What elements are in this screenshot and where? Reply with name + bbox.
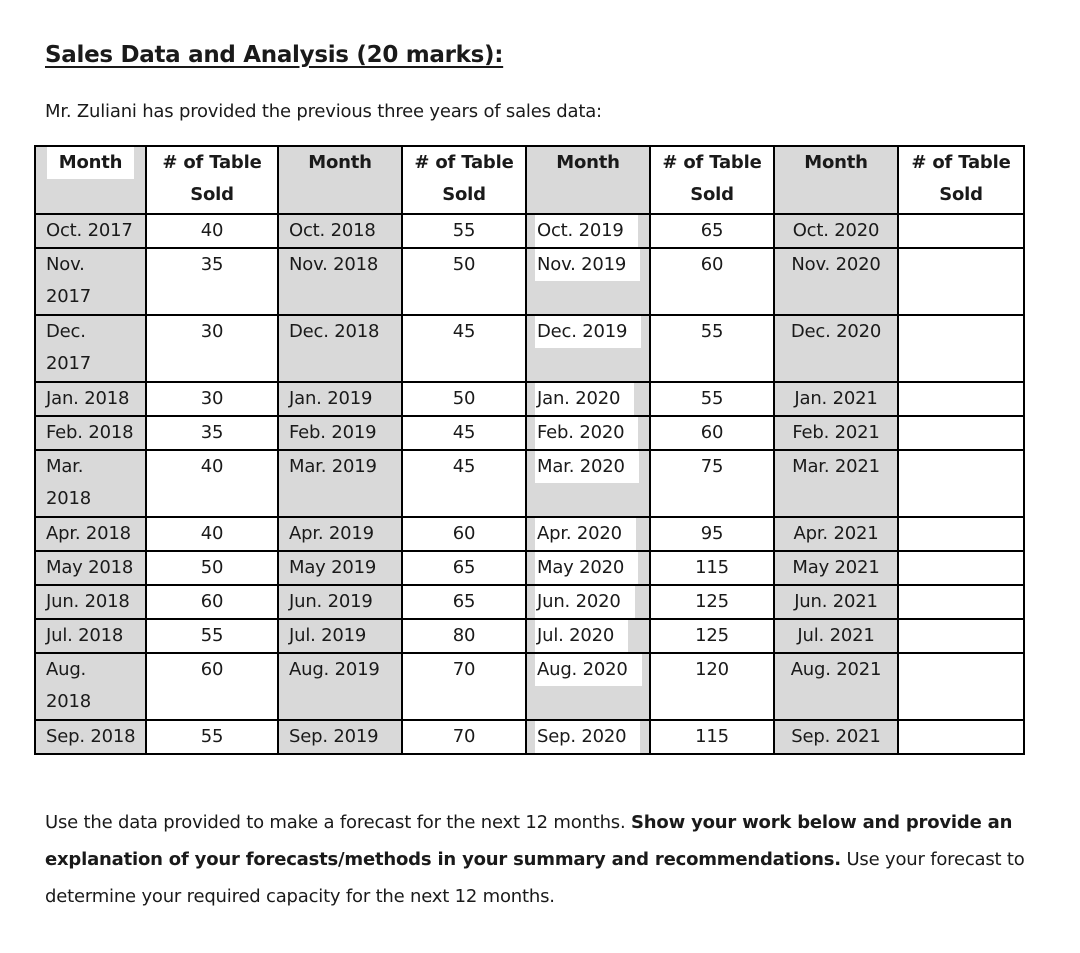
month-label: Aug. 2021	[790, 659, 882, 680]
table-row	[35, 517, 1024, 551]
instructions-text: Use the data provided to make a forecast for the next 12 months.	[45, 812, 632, 833]
sold-cell: 35	[146, 416, 278, 450]
month-cell	[774, 551, 898, 585]
month-label: Jul. 2020	[535, 620, 628, 652]
month-cell	[278, 551, 402, 585]
sold-cell: 120	[650, 653, 774, 720]
sold-cell: 50	[146, 551, 278, 585]
month-cell	[278, 653, 402, 720]
month-cell	[35, 653, 146, 720]
month-cell	[774, 248, 898, 315]
sold-cell: 40	[146, 517, 278, 551]
sold-cell: 75	[650, 450, 774, 517]
sold-cell: 60	[402, 517, 526, 551]
month-label: Apr. 2020	[535, 518, 636, 550]
header-month-label: Month	[804, 152, 868, 173]
month-cell	[35, 517, 146, 551]
sold-cell[interactable]	[898, 248, 1024, 315]
month-cell	[774, 315, 898, 382]
month-label: Jan. 2021	[794, 388, 878, 409]
month-label: Oct. 2020	[792, 220, 880, 241]
month-label: Jul. 2021	[797, 625, 875, 646]
month-label: Feb. 2019	[289, 422, 377, 443]
month-cell	[774, 382, 898, 416]
month-cell	[35, 248, 146, 315]
sold-cell[interactable]	[898, 315, 1024, 382]
month-label: May 2019	[289, 557, 377, 578]
month-label: Jul. 2019	[289, 625, 367, 646]
month-label: Jun. 2021	[794, 591, 878, 612]
table-row	[35, 248, 1024, 315]
month-cell	[278, 416, 402, 450]
month-cell	[278, 382, 402, 416]
month-cell	[774, 619, 898, 653]
month-label: Oct. 2019	[535, 215, 638, 247]
month-label: Oct. 2017	[46, 220, 133, 241]
month-cell	[774, 720, 898, 754]
header-sold-cell: # of Table Sold	[650, 146, 774, 214]
month-cell	[278, 214, 402, 248]
month-cell	[526, 450, 650, 517]
month-cell	[774, 585, 898, 619]
sales-table	[34, 145, 1025, 755]
month-label: Apr. 2019	[289, 523, 374, 544]
month-label: May 2020	[535, 552, 638, 584]
month-label: Dec. 2020	[790, 321, 882, 342]
month-label: Dec. 2019	[535, 316, 641, 348]
sold-cell: 60	[146, 653, 278, 720]
header-month-label: Month	[556, 152, 620, 173]
month-cell	[278, 450, 402, 517]
month-label: Feb. 2020	[535, 417, 638, 449]
month-cell	[774, 214, 898, 248]
sold-cell[interactable]	[898, 619, 1024, 653]
header-month-label: Month	[47, 147, 135, 179]
month-label: Jul. 2018	[46, 625, 124, 646]
month-label: Aug. 2020	[535, 654, 642, 686]
table-row	[35, 720, 1024, 754]
month-label: Jun. 2019	[289, 591, 373, 612]
table-row	[35, 450, 1024, 517]
sold-cell: 60	[650, 416, 774, 450]
month-cell	[278, 248, 402, 315]
month-cell	[35, 720, 146, 754]
month-label: Sep. 2021	[791, 726, 881, 747]
table-row	[35, 315, 1024, 382]
sold-cell: 45	[402, 416, 526, 450]
sold-cell: 55	[146, 720, 278, 754]
month-label: Mar. 2021	[792, 456, 880, 477]
month-label: Apr. 2021	[793, 523, 879, 544]
sold-cell: 30	[146, 382, 278, 416]
month-label: Aug. 2018	[46, 659, 92, 712]
month-label: Oct. 2018	[289, 220, 376, 241]
month-cell	[35, 382, 146, 416]
sold-cell: 55	[650, 315, 774, 382]
table-row	[35, 619, 1024, 653]
month-label: Mar. 2018	[46, 456, 92, 509]
month-label: Feb. 2018	[46, 422, 134, 443]
month-cell	[774, 416, 898, 450]
sold-cell: 60	[650, 248, 774, 315]
intro-text: Mr. Zuliani has provided the previous three years of sales data:	[45, 101, 602, 122]
sold-cell: 50	[402, 382, 526, 416]
month-cell	[278, 517, 402, 551]
sold-cell: 115	[650, 551, 774, 585]
month-label: Mar. 2020	[535, 451, 639, 483]
sold-cell: 70	[402, 720, 526, 754]
sold-cell: 70	[402, 653, 526, 720]
month-cell	[526, 585, 650, 619]
month-label: Nov. 2019	[535, 249, 640, 281]
month-label: Nov. 2017	[46, 254, 92, 307]
month-cell	[35, 619, 146, 653]
sold-cell[interactable]	[898, 214, 1024, 248]
month-cell	[774, 653, 898, 720]
sold-cell[interactable]	[898, 720, 1024, 754]
month-label: Jan. 2019	[289, 388, 373, 409]
sold-cell: 80	[402, 619, 526, 653]
instructions-paragraph	[45, 804, 1055, 915]
sold-cell: 55	[146, 619, 278, 653]
month-cell	[526, 720, 650, 754]
sold-cell: 65	[402, 585, 526, 619]
sold-cell: 115	[650, 720, 774, 754]
table-header-row	[35, 146, 1024, 214]
sold-cell: 40	[146, 450, 278, 517]
month-cell	[526, 248, 650, 315]
month-label: Dec. 2017	[46, 321, 92, 374]
month-label: May 2021	[792, 557, 880, 578]
sold-cell: 125	[650, 585, 774, 619]
header-sold-cell: # of Table Sold	[402, 146, 526, 214]
sold-cell: 30	[146, 315, 278, 382]
header-month-cell	[526, 146, 650, 214]
month-cell	[774, 450, 898, 517]
month-cell	[526, 551, 650, 585]
month-cell	[278, 315, 402, 382]
month-label: May 2018	[46, 557, 134, 578]
month-cell	[35, 450, 146, 517]
month-label: Jan. 2020	[535, 383, 634, 415]
month-cell	[278, 619, 402, 653]
month-cell	[526, 315, 650, 382]
sold-cell[interactable]	[898, 416, 1024, 450]
month-label: Nov. 2020	[791, 254, 881, 275]
header-month-cell	[774, 146, 898, 214]
sold-cell: 65	[650, 214, 774, 248]
sold-cell[interactable]	[898, 382, 1024, 416]
header-sold-cell: # of Table Sold	[146, 146, 278, 214]
sold-cell: 45	[402, 315, 526, 382]
month-label: Sep. 2020	[535, 721, 640, 753]
month-label: Jun. 2018	[46, 591, 130, 612]
table-row	[35, 416, 1024, 450]
table-row	[35, 214, 1024, 248]
month-cell	[35, 416, 146, 450]
sold-cell: 55	[650, 382, 774, 416]
month-cell	[526, 517, 650, 551]
instructions-bold-text: Show your work below and provide an explanation of your forecasts/methods in your summary and recommendations.	[45, 812, 1013, 870]
month-label: Feb. 2021	[792, 422, 880, 443]
header-month-cell	[278, 146, 402, 214]
sold-cell[interactable]	[898, 551, 1024, 585]
month-cell	[278, 585, 402, 619]
sold-cell: 35	[146, 248, 278, 315]
sold-cell: 95	[650, 517, 774, 551]
header-month-label: Month	[308, 152, 372, 173]
month-cell	[35, 585, 146, 619]
sold-cell: 65	[402, 551, 526, 585]
table-row	[35, 382, 1024, 416]
month-label: Jun. 2020	[535, 586, 635, 618]
month-label: Apr. 2018	[46, 523, 131, 544]
table-row	[35, 585, 1024, 619]
page-title: Sales Data and Analysis (20 marks):	[45, 42, 504, 68]
month-label: Nov. 2018	[289, 254, 379, 275]
header-sold-cell: # of Table Sold	[898, 146, 1024, 214]
month-cell	[526, 214, 650, 248]
month-label: Jan. 2018	[46, 388, 130, 409]
sold-cell: 60	[146, 585, 278, 619]
table-row	[35, 551, 1024, 585]
month-cell	[526, 416, 650, 450]
sold-cell: 55	[402, 214, 526, 248]
sold-cell[interactable]	[898, 585, 1024, 619]
sold-cell[interactable]	[898, 653, 1024, 720]
sold-cell: 125	[650, 619, 774, 653]
sold-cell: 50	[402, 248, 526, 315]
sold-cell: 40	[146, 214, 278, 248]
sold-cell[interactable]	[898, 450, 1024, 517]
sold-cell[interactable]	[898, 517, 1024, 551]
sold-cell: 45	[402, 450, 526, 517]
month-cell	[35, 551, 146, 585]
instructions-text-end: Use your forecast to determine your required capacity for the next 12 months.	[45, 849, 1025, 907]
month-label: Sep. 2018	[46, 726, 136, 747]
month-label: Aug. 2019	[289, 659, 380, 680]
month-cell	[526, 653, 650, 720]
month-cell	[35, 214, 146, 248]
month-cell	[526, 619, 650, 653]
month-cell	[526, 382, 650, 416]
month-label: Mar. 2019	[289, 456, 377, 477]
month-cell	[35, 315, 146, 382]
month-cell	[278, 720, 402, 754]
header-month-cell	[35, 146, 146, 214]
table-row	[35, 653, 1024, 720]
month-label: Dec. 2018	[289, 321, 380, 342]
month-cell	[774, 517, 898, 551]
month-label: Sep. 2019	[289, 726, 379, 747]
